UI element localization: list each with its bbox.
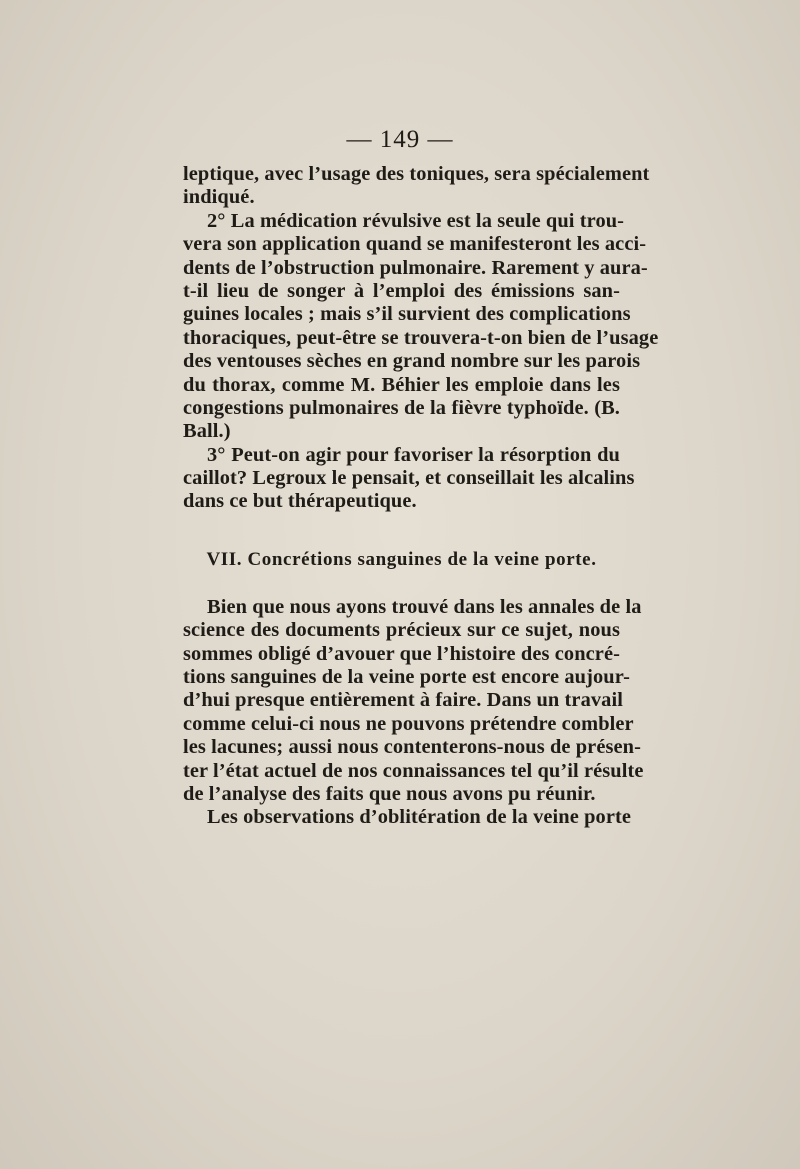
text-line: 2° La médication révulsive est la seule qui trou-	[207, 209, 625, 232]
text-line: des ventouses sèches en grand nombre sur les parois	[183, 350, 641, 373]
text-line: du thorax, comme M. Béhier les emploie dans les	[183, 373, 620, 396]
text-line: les lacunes; aussi nous contenterons-nous de présen-	[183, 736, 641, 759]
text-line: 3° Peut-on agir pour favoriser la résorption du	[207, 443, 620, 466]
text-line: guines locales ; mais s’il survient des complications	[183, 303, 631, 326]
text-line: sommes obligé d’avouer que l’histoire des concré-	[183, 642, 620, 665]
text-line: Bien que nous ayons trouvé dans les annales de la	[207, 595, 642, 618]
page-body	[183, 163, 659, 830]
spacer	[183, 576, 620, 596]
text-line: Ball.)	[183, 420, 231, 443]
text-line: congestions pulmonaires de la fièvre typhoïde. (B.	[183, 396, 620, 419]
text-line: caillot? Legroux le pensait, et conseillait les alcalins	[183, 467, 635, 490]
text-line: Les observations d’oblitération de la veine porte	[207, 806, 632, 829]
text-line: dents de l’obstruction pulmonaire. Rarement y aura-	[183, 256, 648, 279]
text-line: comme celui-ci nous ne pouvons prétendre combler	[183, 712, 634, 735]
spacer	[183, 514, 620, 548]
page-number: — 149 —	[346, 126, 454, 153]
text-line: science des documents précieux sur ce sujet, nous	[183, 619, 620, 642]
section-heading: VII. Concrétions sanguines de la veine porte.	[206, 548, 597, 570]
text-line: t-il lieu de songer à l’emploi des émissions san-	[183, 279, 620, 302]
text-line: ter l’état actuel de nos connaissances tel qu’il résulte	[183, 759, 644, 782]
text-line: indiqué.	[183, 186, 255, 209]
text-line: thoraciques, peut-être se trouvera-t-on bien de l’usage	[183, 326, 659, 349]
text-line: de l’analyse des faits que nous avons pu réunir.	[183, 782, 596, 805]
text-line: dans ce but thérapeutique.	[183, 490, 417, 513]
text-line: leptique, avec l’usage des toniques, sera spécialement	[183, 163, 650, 185]
text-line: vera son application quand se manifesteront les acci-	[183, 233, 647, 256]
text-line: tions sanguines de la veine porte est encore aujour-	[183, 666, 630, 689]
text-line: d’hui presque entièrement à faire. Dans un travail	[183, 689, 624, 712]
